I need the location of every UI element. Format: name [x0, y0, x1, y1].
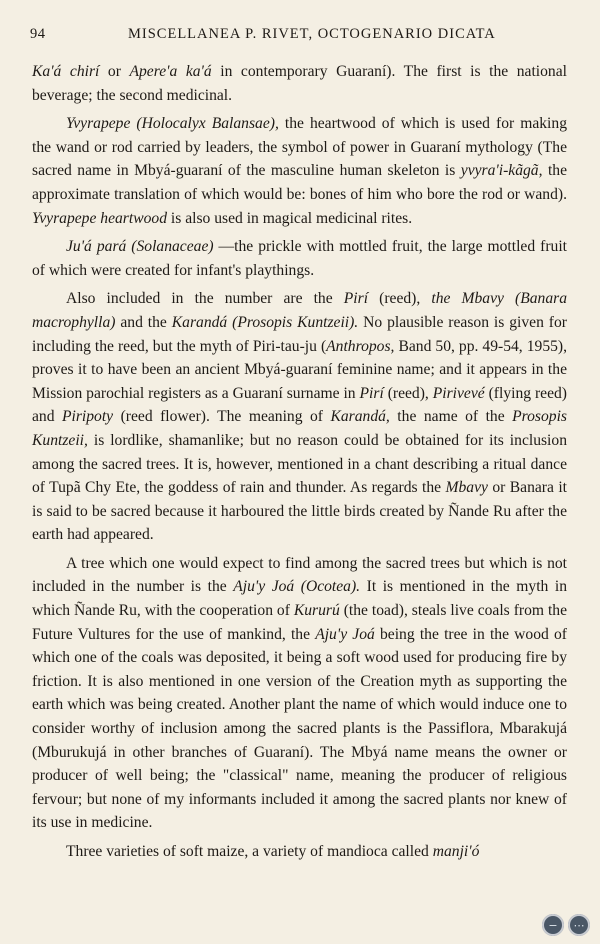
text-span: It is mentioned in the myth in which Ñande Ru, with the cooperation of	[32, 578, 568, 620]
page-number: 94	[30, 26, 46, 42]
text-span: A tree which one would expect to find among the sacred trees but which is not included in the number is the	[32, 554, 567, 596]
term-karanda: Karandá,	[330, 408, 390, 426]
text-span: No plausible reason is given for including the reed, but the myth of Piri-tau-ju (	[32, 313, 567, 355]
term-mbavy: the Mbavy (Banara macrophylla)	[32, 290, 568, 331]
term-pirivevé: Pirivevé	[432, 384, 485, 402]
term-kaa-chiri: Ka'á chirí	[32, 63, 100, 80]
text-span: Also included in the number are the	[66, 290, 344, 308]
paragraph-5	[32, 552, 567, 835]
text-span: or	[99, 63, 130, 80]
text-span: (flying reed) and	[32, 384, 567, 426]
term-yvyrai-kaga: yvyra'i-kãgã,	[460, 162, 543, 180]
viewer-controls	[542, 914, 590, 936]
term-yvyrapepe: Yvyrapepe (Holocalyx Balansae),	[66, 115, 279, 133]
text-span: and the	[115, 313, 172, 331]
text-span: (reed),	[368, 290, 432, 308]
paragraph-6	[32, 840, 567, 864]
page-header	[30, 26, 568, 48]
zoom-out-button[interactable]	[542, 914, 564, 936]
text-span: is lordlike, shamanlike; but no reason could be obtained for its inclusion among the sacred trees. It is, however, mentioned in a chant describing a ritual dance of Tupã Chy Ete, the goddess of rain and thunder. As regards the	[32, 431, 567, 497]
text-span: the name of the	[389, 408, 513, 426]
text-span: is also used in magical medicinal rites.	[167, 209, 413, 227]
text-span: the heartwood of which is used for making the wand or rod carried by leaders, the symbol of power in Guaraní mythology (The sacred name in Mbyá-guaraní of the masculine human skeleton is	[32, 115, 567, 180]
text-span: —the prickle with mottled fruit, the large mottled fruit of which were created for infant's playthings.	[32, 238, 567, 279]
text-span: (the toad), steals live coals from the Future Vultures for the use of mankind, the	[32, 602, 567, 643]
term-piri: Pirí	[359, 384, 384, 402]
text-span: Band 50, pp. 49-54, 1955), proves it to have been an ancient Mbyá-guaraní feminine name; and it appears in the Mission parochial registers as a Guaraní surname in	[32, 337, 567, 402]
text-span: (reed),	[383, 384, 433, 402]
term-yvyrapepe-heartwood: Yvyrapepe heartwood	[32, 209, 167, 227]
ellipsis-icon: ⋯	[573, 918, 585, 932]
body-text	[32, 60, 567, 869]
paragraph-3	[32, 235, 567, 282]
term-aperea-kaa: Apere'a ka'á	[129, 63, 212, 80]
paragraph-2	[32, 112, 567, 230]
term-manjio: manji'ó	[432, 843, 480, 860]
term-anthropos: Anthropos,	[326, 337, 395, 355]
text-span: the approximate translation of which would be: bones of him who bore the rod or wand).	[32, 162, 568, 203]
paragraph-1	[32, 60, 567, 107]
term-kururu: Kururú	[293, 602, 340, 620]
term-piripoty: Piripoty	[62, 408, 114, 426]
term-prosopis: Prosopis Kuntzeii,	[32, 408, 567, 449]
text-span: Three varieties of soft maize, a variety of mandioca called	[66, 843, 433, 860]
term-mbavy: Mbavy	[445, 479, 488, 497]
term-karanda: Karandá (Prosopis Kuntzeii).	[171, 313, 359, 331]
paragraph-4	[32, 287, 567, 547]
term-ajuy-joa: Aju'y Joá	[315, 625, 375, 643]
text-span: (reed flower). The meaning of	[113, 408, 331, 426]
term-ajuy-joa: Aju'y Joá (Ocotea).	[233, 578, 361, 596]
minus-icon: −	[548, 918, 558, 932]
term-piri: Pirí	[343, 290, 369, 308]
text-span: being the tree in the wood of which one of the coals was deposited, it being a soft wood used for producing fire by friction. It is also mentioned in one version of the Creation myth as supporting the earth which was being created. Another plant the name of which would induce one to consider worthy of inclusion among the sacred plants is the Passiflora, Mbarakujá (Mburukujá in other branches of Guaraní). The Mbyá name means the owner or producer of well being; the "classical" name, meaning the producer of religious fervour; but none of my informants included it among the sacred plants nor knew of its use in medicine.	[32, 625, 567, 832]
more-options-button[interactable]	[568, 914, 590, 936]
text-span: in contemporary Guaraní). The first is the national beverage; the second medicinal.	[32, 63, 567, 104]
running-head: MISCELLANEA P. RIVET, OCTOGENARIO DICATA	[128, 26, 496, 42]
term-jua-para: Ju'á pará (Solanaceae)	[66, 238, 214, 256]
text-span: or Banara it is said to be sacred because it harboured the little birds created by Ñande Ru after the earth had appeared.	[32, 479, 567, 544]
